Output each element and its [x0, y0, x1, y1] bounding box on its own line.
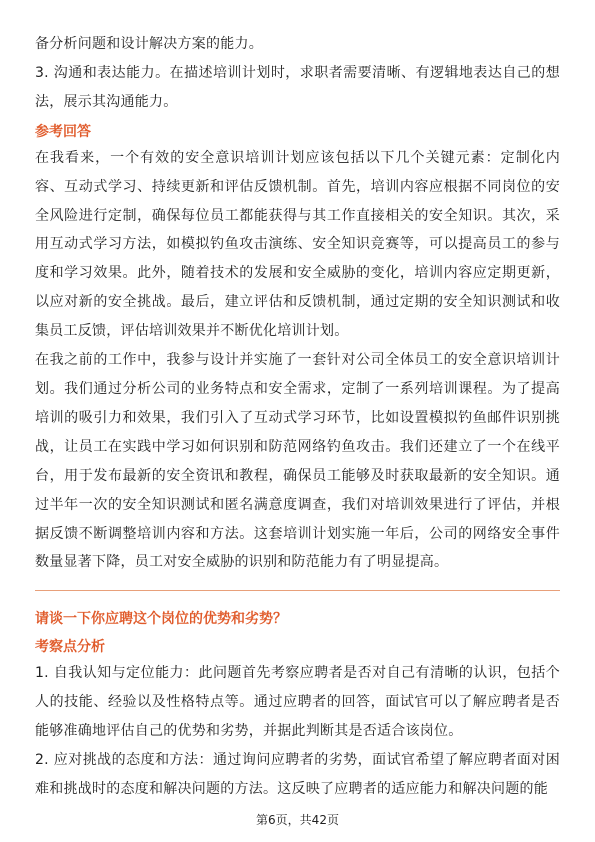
- page-number: 第6页，共42页: [256, 813, 339, 827]
- page-content: [35, 30, 560, 804]
- analysis-point: 2. 应对挑战的态度和方法：通过询问应聘者的劣势，面试官希望了解应聘者面对困难和挑战时的态度和解决问题的方法。这反映了应聘者的适应能力和解决问题的能: [35, 752, 560, 797]
- reference-paragraph: 在我之前的工作中，我参与设计并实施了一套针对公司全体员工的安全意识培训计划。我们通过分析公司的业务特点和安全需求，定制了一系列培训课程。为了提高培训的吸引力和效果，我们引入了互动式学习环节，比如设置模拟钓鱼邮件识别挑战，让员工在实践中学习如何识别和防范网络钓鱼攻击。我们还建立了一个在线平台，用于发布最新的安全资讯和教程，确保员工能够及时获取最新的安全知识。通过半年一次的安全知识测试和匿名满意度调查，我们对培训效果进行了评估，并根据反馈不断调整培训内容和方法。这套培训计划实施一年后，公司的网络安全事件数量显著下降，员工对安全威胁的识别和防范能力有了明显提高。: [35, 352, 560, 571]
- intro-continuation: 备分析问题和设计解决方案的能力。: [35, 36, 263, 52]
- criterion-communication: 3. 沟通和表达能力。在描述培训计划时，求职者需要清晰、有逻辑地表达自己的想法，展示其沟通能力。: [35, 64, 560, 110]
- section-divider: [35, 590, 560, 591]
- analysis-point: 1. 自我认知与定位能力：此问题首先考察应聘者是否对自己有清晰的认识，包括个人的技能、经验以及性格特点等。通过应聘者的回答，面试官可以了解应聘者是否能够准确地评估自己的优势和劣势，并据此判断其是否适合该岗位。: [35, 665, 560, 740]
- reference-paragraph: 在我看来，一个有效的安全意识培训计划应该包括以下几个关键元素：定制化内容、互动式学习、持续更新和评估反馈机制。首先，培训内容应根据不同岗位的安全风险进行定制，确保每位员工都能获得与其工作直接相关的安全知识。其次，采用互动式学习方法，如模拟钓鱼攻击演练、安全知识竞赛等，可以提高员工的参与度和学习效果。此外，随着技术的发展和安全威胁的变化，培训内容应定期更新，以应对新的安全挑战。最后，建立评估和反馈机制，通过定期的安全知识测试和收集员工反馈，评估培训效果并不断优化培训计划。: [35, 149, 560, 340]
- analysis-heading: 考察点分析: [35, 639, 105, 656]
- interview-question: 请谈一下你应聘这个岗位的优势和劣势？: [35, 611, 287, 628]
- reference-answer-heading: 参考回答: [35, 123, 91, 140]
